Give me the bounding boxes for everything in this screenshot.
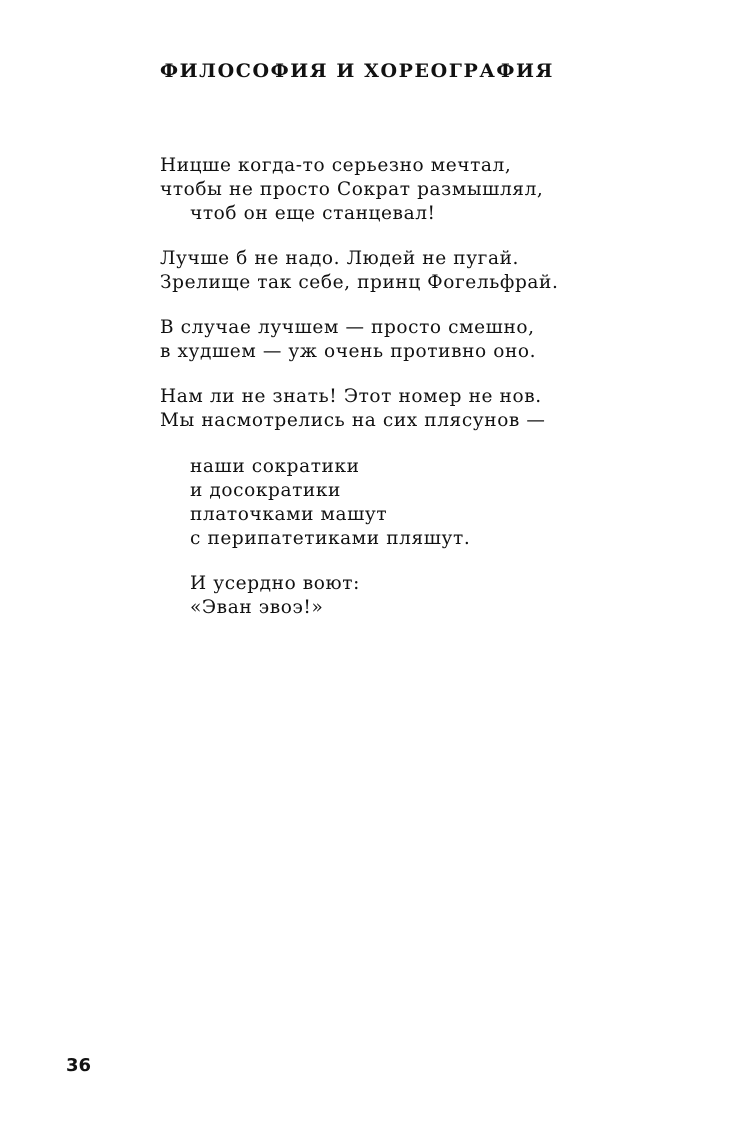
poem-line: Зрелище так себе, принц Фогельфрай. — [160, 272, 559, 293]
poem-line: наши сократики — [190, 456, 360, 477]
poem-line: Лучше б не надо. Людей не пугай. — [160, 248, 520, 269]
poem-line: в худшем — уж очень противно оно. — [160, 341, 537, 362]
poem-body — [160, 154, 720, 620]
page-number: 36 — [66, 1055, 92, 1076]
poem-line: и досократики — [190, 480, 341, 501]
stanza-3 — [160, 316, 720, 364]
stanza-gap — [160, 226, 720, 247]
stanza-2 — [160, 247, 720, 295]
poem-title: ФИЛОСОФИЯ И ХОРЕОГРАФИЯ — [160, 60, 554, 82]
stanza-4 — [160, 385, 720, 433]
stanza-6 — [160, 572, 720, 620]
stanza-gap — [160, 433, 720, 455]
poem-line: «Эван эвоэ!» — [190, 597, 324, 618]
stanza-1 — [160, 154, 720, 226]
poem-line: чтоб он еще станцевал! — [190, 203, 436, 224]
stanza-gap — [160, 551, 720, 572]
poem-line: В случае лучшем — просто смешно, — [160, 317, 535, 338]
poem-line: Мы насмотрелись на сих плясунов — — [160, 410, 546, 431]
stanza-gap — [160, 364, 720, 385]
poem-line: Нам ли не знать! Этот номер не нов. — [160, 386, 542, 407]
poem-line: с перипатетиками пляшут. — [190, 528, 471, 549]
poem-line: чтобы не просто Сократ размышлял, — [160, 179, 544, 200]
poem-line: платочками машут — [190, 504, 388, 525]
poem-line: И усердно воют: — [190, 573, 360, 594]
poem-line: Ницше когда-то серьезно мечтал, — [160, 155, 512, 176]
stanza-gap — [160, 295, 720, 316]
stanza-5 — [160, 455, 720, 551]
